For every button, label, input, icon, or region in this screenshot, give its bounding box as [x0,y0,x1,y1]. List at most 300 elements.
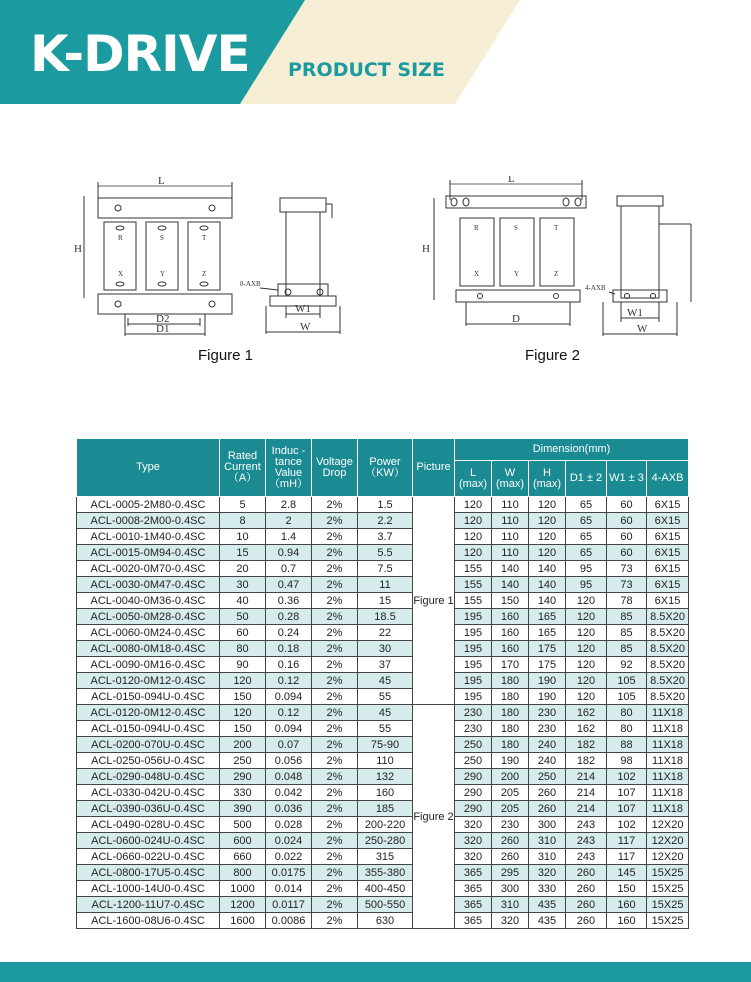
value-cell: 0.014 [266,881,312,897]
value-cell: 0.36 [266,593,312,609]
fig2-L-label: L [508,176,515,185]
value-cell: 15X25 [647,897,689,913]
table-row [77,657,689,673]
value-cell: 80 [607,721,647,737]
figure2-front-drawing [420,176,590,336]
fig1-W-label: W [300,321,311,333]
value-cell: 60 [607,497,647,513]
value-cell: 65 [566,529,607,545]
value-cell: 250 [455,737,492,753]
value-cell: 85 [607,641,647,657]
value-cell: 15X25 [647,865,689,881]
value-cell: 102 [607,769,647,785]
value-cell: 150 [492,593,529,609]
type-cell: ACL-0020-0M70-0.4SC [77,561,220,577]
header-rated-current [220,439,266,497]
value-cell: 250 [220,753,266,769]
value-cell: 320 [455,833,492,849]
figure1-caption: Figure 1 [198,347,254,364]
value-cell: 11X18 [647,737,689,753]
value-cell: 92 [607,657,647,673]
fig1-R-label: R [118,234,123,242]
value-cell: 8.5X20 [647,657,689,673]
value-cell: 120 [529,513,566,529]
table-row [77,865,689,881]
value-cell: 315 [358,849,413,865]
table-row [77,497,689,513]
table-row [77,593,689,609]
value-cell: 290 [455,769,492,785]
type-cell: ACL-0060-0M24-0.4SC [77,625,220,641]
value-cell: 150 [220,721,266,737]
table-row [77,817,689,833]
value-cell: 60 [607,545,647,561]
value-cell: 190 [529,673,566,689]
table-row [77,561,689,577]
value-cell: 2% [312,689,358,705]
type-cell: ACL-0660-022U-0.4SC [77,849,220,865]
value-cell: 105 [607,689,647,705]
table-row [77,689,689,705]
value-cell: 73 [607,577,647,593]
value-cell: 365 [455,881,492,897]
value-cell: 0.036 [266,801,312,817]
fig2-S-label: S [514,224,518,232]
type-cell: ACL-0120-0M12-0.4SC [77,705,220,721]
value-cell: 6X15 [647,529,689,545]
value-cell: 243 [566,833,607,849]
value-cell: 243 [566,849,607,865]
value-cell: 214 [566,769,607,785]
header-D1: D1 ± 2 [566,461,607,497]
value-cell: 243 [566,817,607,833]
value-cell: 160 [607,913,647,929]
value-cell: 214 [566,801,607,817]
value-cell: 160 [492,609,529,625]
header-voltage-drop [312,439,358,497]
value-cell: 11X18 [647,801,689,817]
product-size-table [76,438,689,929]
value-cell: 230 [529,721,566,737]
value-cell: 40 [220,593,266,609]
value-cell: 190 [492,753,529,769]
value-cell: 175 [529,641,566,657]
value-cell: 8.5X20 [647,625,689,641]
type-cell: ACL-1600-08U6-0.4SC [77,913,220,929]
value-cell: 8.5X20 [647,673,689,689]
value-cell: 120 [566,689,607,705]
value-cell: 260 [566,913,607,929]
table-row [77,721,689,737]
picture-cell: Figure 2 [413,705,455,929]
value-cell: 2% [312,657,358,673]
value-cell: 500 [220,817,266,833]
value-cell: 290 [455,785,492,801]
fig1-S-label: S [160,234,164,242]
value-cell: 250 [529,769,566,785]
value-cell: 195 [455,641,492,657]
value-cell: 182 [566,737,607,753]
value-cell: 800 [220,865,266,881]
value-cell: 660 [220,849,266,865]
value-cell: 435 [529,913,566,929]
value-cell: 195 [455,609,492,625]
value-cell: 110 [492,497,529,513]
table-body [77,497,689,929]
value-cell: 85 [607,609,647,625]
value-cell: 180 [492,705,529,721]
value-cell: 205 [492,785,529,801]
value-cell: 162 [566,721,607,737]
value-cell: 8.5X20 [647,689,689,705]
value-cell: 120 [455,545,492,561]
type-cell: ACL-0800-17U5-0.4SC [77,865,220,881]
value-cell: 0.022 [266,849,312,865]
header-L [455,461,492,497]
header-inductance-unit: （mH） [268,477,309,490]
value-cell: 165 [529,625,566,641]
value-cell: 2% [312,673,358,689]
value-cell: 15X25 [647,913,689,929]
fig2-R-label: R [474,224,479,232]
value-cell: 140 [529,593,566,609]
table-row [77,609,689,625]
value-cell: 15X25 [647,881,689,897]
fig1-Y-label: Y [160,270,166,278]
fig2-W1-label: W1 [627,307,643,319]
value-cell: 365 [455,897,492,913]
value-cell: 80 [607,705,647,721]
value-cell: 140 [492,561,529,577]
table-row [77,529,689,545]
value-cell: 12X20 [647,849,689,865]
value-cell: 2% [312,497,358,513]
type-cell: ACL-0120-0M12-0.4SC [77,673,220,689]
table-row [77,769,689,785]
value-cell: 117 [607,833,647,849]
type-cell: ACL-0008-2M00-0.4SC [77,513,220,529]
value-cell: 330 [220,785,266,801]
value-cell: 0.94 [266,545,312,561]
value-cell: 150 [220,689,266,705]
header-AXB: 4-AXB [647,461,689,497]
fig1-L-label: L [158,176,165,187]
value-cell: 2% [312,705,358,721]
value-cell: 195 [455,625,492,641]
value-cell: 55 [358,721,413,737]
value-cell: 2% [312,609,358,625]
fig1-H-label: H [74,243,82,255]
value-cell: 2% [312,577,358,593]
value-cell: 6X15 [647,545,689,561]
value-cell: 2% [312,817,358,833]
header-H-line1: H [543,466,551,479]
value-cell: 6X15 [647,561,689,577]
value-cell: 155 [455,561,492,577]
type-cell: ACL-0090-0M16-0.4SC [77,657,220,673]
fig2-X-label: X [474,270,480,278]
fig1-W1-label: W1 [295,303,311,315]
type-cell: ACL-0250-056U-0.4SC [77,753,220,769]
value-cell: 1.5 [358,497,413,513]
value-cell: 6X15 [647,593,689,609]
value-cell: 310 [529,849,566,865]
value-cell: 2% [312,529,358,545]
header-picture: Picture [413,439,455,497]
value-cell: 45 [358,673,413,689]
value-cell: 11X18 [647,785,689,801]
value-cell: 160 [607,897,647,913]
fig2-W-label: W [637,323,648,335]
value-cell: 20 [220,561,266,577]
table-row [77,577,689,593]
header-inductance-line2: tance [275,455,302,468]
value-cell: 250-280 [358,833,413,849]
value-cell: 2% [312,561,358,577]
value-cell: 365 [455,865,492,881]
table-row [77,785,689,801]
brand-logo: K-DRIVE [30,25,250,83]
value-cell: 2.8 [266,497,312,513]
table-row [77,913,689,929]
value-cell: 390 [220,801,266,817]
table-row [77,801,689,817]
value-cell: 175 [529,657,566,673]
value-cell: 5.5 [358,545,413,561]
value-cell: 150 [607,881,647,897]
value-cell: 195 [455,689,492,705]
value-cell: 214 [566,785,607,801]
table-row [77,897,689,913]
header-rated-current-line2: Current [224,461,261,473]
header-H [529,461,566,497]
table-row [77,881,689,897]
value-cell: 260 [529,801,566,817]
value-cell: 0.024 [266,833,312,849]
value-cell: 155 [455,593,492,609]
value-cell: 18.5 [358,609,413,625]
value-cell: 120 [566,625,607,641]
fig2-Y-label: Y [514,270,520,278]
header-inductance-line1: Induc - [271,444,306,457]
header-power-unit: （KW） [365,466,405,479]
value-cell: 2% [312,913,358,929]
value-cell: 435 [529,897,566,913]
figure1-side-drawing [240,194,350,340]
value-cell: 165 [529,609,566,625]
value-cell: 12X20 [647,817,689,833]
value-cell: 3.7 [358,529,413,545]
fig2-H-label: H [422,243,430,255]
value-cell: 2% [312,881,358,897]
value-cell: 45 [358,705,413,721]
value-cell: 0.18 [266,641,312,657]
value-cell: 1.4 [266,529,312,545]
value-cell: 0.47 [266,577,312,593]
value-cell: 12X20 [647,833,689,849]
type-cell: ACL-0015-0M94-0.4SC [77,545,220,561]
value-cell: 10 [220,529,266,545]
value-cell: 2% [312,897,358,913]
header-voltage-drop-line2: Drop [322,466,347,479]
value-cell: 300 [529,817,566,833]
value-cell: 170 [492,657,529,673]
value-cell: 140 [492,577,529,593]
value-cell: 120 [455,497,492,513]
value-cell: 0.0175 [266,865,312,881]
value-cell: 180 [492,737,529,753]
header-inductance [266,439,312,497]
header-L-line1: L [469,466,477,479]
value-cell: 320 [492,913,529,929]
value-cell: 180 [492,673,529,689]
value-cell: 110 [492,513,529,529]
table-row [77,545,689,561]
fig1-D1-label: D1 [156,323,170,335]
fig2-hole-label: 4-AXB [585,284,606,292]
type-cell: ACL-0600-024U-0.4SC [77,833,220,849]
fig1-hole-label: 8-AXB [240,280,261,288]
value-cell: 355-380 [358,865,413,881]
value-cell: 205 [492,801,529,817]
value-cell: 120 [220,673,266,689]
value-cell: 0.048 [266,769,312,785]
value-cell: 15 [220,545,266,561]
value-cell: 11X18 [647,769,689,785]
value-cell: 120 [220,705,266,721]
header-L-line2: (max) [458,477,488,490]
header-dimension: Dimension(mm) [455,439,689,461]
header-H-line2: (max) [532,477,562,490]
table-row [77,673,689,689]
header-power-line1: Power [369,455,401,468]
value-cell: 22 [358,625,413,641]
value-cell: 195 [455,657,492,673]
value-cell: 55 [358,689,413,705]
value-cell: 240 [529,737,566,753]
value-cell: 0.056 [266,753,312,769]
value-cell: 600 [220,833,266,849]
value-cell: 110 [492,545,529,561]
value-cell: 330 [529,881,566,897]
value-cell: 120 [566,657,607,673]
value-cell: 200 [492,769,529,785]
value-cell: 2% [312,753,358,769]
fig1-D2-label: D2 [156,313,170,325]
value-cell: 117 [607,849,647,865]
value-cell: 182 [566,753,607,769]
table-row [77,753,689,769]
value-cell: 80 [220,641,266,657]
value-cell: 365 [455,913,492,929]
value-cell: 0.042 [266,785,312,801]
value-cell: 11X18 [647,721,689,737]
value-cell: 65 [566,513,607,529]
value-cell: 2.2 [358,513,413,529]
value-cell: 60 [220,625,266,641]
value-cell: 190 [529,689,566,705]
value-cell: 60 [607,529,647,545]
type-cell: ACL-0200-070U-0.4SC [77,737,220,753]
value-cell: 6X15 [647,513,689,529]
value-cell: 11X18 [647,705,689,721]
figure2-side-drawing [585,190,695,340]
value-cell: 15 [358,593,413,609]
picture-cell: Figure 1 [413,497,455,705]
value-cell: 2% [312,513,358,529]
fig2-Z-label: Z [554,270,559,278]
value-cell: 6X15 [647,577,689,593]
header-voltage-drop-line1: Voltage [316,455,353,468]
value-cell: 240 [529,753,566,769]
value-cell: 0.12 [266,673,312,689]
value-cell: 2% [312,865,358,881]
value-cell: 65 [566,497,607,513]
value-cell: 2% [312,849,358,865]
value-cell: 2% [312,545,358,561]
value-cell: 0.7 [266,561,312,577]
value-cell: 30 [358,641,413,657]
value-cell: 260 [566,881,607,897]
value-cell: 11X18 [647,753,689,769]
value-cell: 260 [566,897,607,913]
header-banner [0,0,751,104]
figures-area [0,160,751,380]
type-cell: ACL-1000-14U0-0.4SC [77,881,220,897]
value-cell: 107 [607,801,647,817]
value-cell: 310 [529,833,566,849]
type-cell: ACL-0040-0M36-0.4SC [77,593,220,609]
value-cell: 230 [455,721,492,737]
value-cell: 0.094 [266,689,312,705]
value-cell: 200 [220,737,266,753]
type-cell: ACL-0390-036U-0.4SC [77,801,220,817]
fig2-T-label: T [554,224,559,232]
value-cell: 2 [266,513,312,529]
value-cell: 400-450 [358,881,413,897]
table-row [77,833,689,849]
type-cell: ACL-0050-0M28-0.4SC [77,609,220,625]
type-cell: ACL-0490-028U-0.4SC [77,817,220,833]
header-rated-current-line1: Rated [227,450,258,462]
header-power [358,439,413,497]
value-cell: 120 [566,673,607,689]
value-cell: 295 [492,865,529,881]
footer-bar [0,962,751,982]
value-cell: 260 [529,785,566,801]
value-cell: 120 [529,529,566,545]
value-cell: 120 [566,593,607,609]
value-cell: 2% [312,801,358,817]
value-cell: 50 [220,609,266,625]
value-cell: 7.5 [358,561,413,577]
header-inductance-line3: Value [274,466,303,479]
page-title: PRODUCT SIZE [288,59,445,81]
value-cell: 0.24 [266,625,312,641]
value-cell: 5 [220,497,266,513]
value-cell: 145 [607,865,647,881]
value-cell: 0.07 [266,737,312,753]
table-row [77,849,689,865]
value-cell: 0.12 [266,705,312,721]
fig2-D-label: D [512,313,520,325]
table-row [77,737,689,753]
value-cell: 2% [312,785,358,801]
header-W-line1: W [504,466,516,479]
value-cell: 320 [455,817,492,833]
value-cell: 88 [607,737,647,753]
value-cell: 0.0086 [266,913,312,929]
